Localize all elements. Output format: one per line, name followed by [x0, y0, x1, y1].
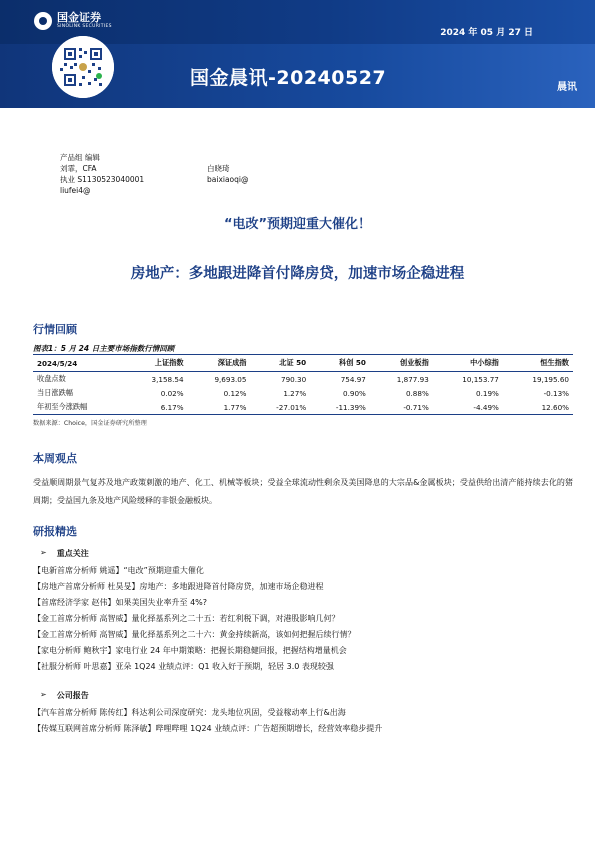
research-item-link[interactable]: 【房地产首席分析师 杜昊旻】房地产：多地跟进降首付降房贷，加速市场企稳进程: [33, 582, 324, 591]
column-header: 深证成指: [188, 355, 251, 372]
table-cell: 1,877.93: [396, 374, 429, 384]
table-row: [33, 386, 573, 400]
author2-email: baixiaoqi@: [207, 175, 249, 184]
research-item-link[interactable]: 【传媒互联网首席分析师 陈泽敏】哔哩哔哩 1Q24 业绩点评：广告超预期增长，经营效率稳步提升: [33, 724, 383, 733]
author2-name: 白晓琦: [207, 164, 230, 173]
table-cell: -4.49%: [433, 400, 503, 415]
column-header: 上证指数: [125, 355, 188, 372]
author-name: 刘霏，CFA: [60, 164, 97, 173]
group-title-focus: [40, 548, 89, 559]
table-header-row: [33, 355, 573, 372]
group-title-company: [40, 690, 89, 701]
table-cell: 10,153.77: [462, 374, 499, 384]
report-date: 2024 年 05 月 27 日: [440, 28, 533, 38]
column-header: 中小综指: [433, 355, 503, 372]
headline-secondary: 房地产：多地跟进降首付降房贷，加速市场企稳进程: [130, 266, 465, 282]
author2-block: [207, 163, 249, 185]
table-cell: 0.88%: [405, 388, 429, 398]
research-item-link[interactable]: 【金工首席分析师 高智威】量化择基系列之二十五：若红利税下调，对港股影响几何？: [33, 614, 340, 623]
logo-mark-icon: [34, 12, 52, 30]
report-type: 晨讯: [557, 82, 577, 93]
header-banner: [0, 0, 595, 108]
table-cell: 1.27%: [283, 388, 307, 398]
table-cell: 0.12%: [223, 388, 247, 398]
group-title-text: 公司报告: [56, 691, 89, 700]
research-item-link[interactable]: 【金工首席分析师 高智威】量化择基系列之二十六：黄金持续新高，该如何把握后续行情？: [33, 630, 356, 639]
group-title-text: 重点关注: [56, 549, 89, 558]
qr-code-icon: [52, 36, 114, 98]
logo-name-en: SINOLINK SECURITIES: [57, 24, 112, 29]
table-cell: -27.01%: [250, 400, 310, 415]
market-table-wrapper: [33, 354, 573, 415]
table-cell: 6.17%: [125, 400, 188, 415]
table-cell: 754.97: [340, 374, 366, 384]
table-cell: 3,158.54: [151, 374, 184, 384]
table-cell: 790.30: [281, 374, 307, 384]
market-index-table: [33, 354, 573, 415]
headline-primary: “电改”预期迎重大催化！: [223, 217, 372, 232]
column-header: 2024/5/24: [33, 355, 125, 372]
table-cell: 1.77%: [188, 400, 251, 415]
column-header: 北证 50: [250, 355, 310, 372]
table-cell: -0.71%: [370, 400, 433, 415]
table-row: [33, 372, 573, 387]
data-source-note: 数据来源：Choice，国金证券研究所整理: [33, 420, 147, 427]
row-label: 年初至今涨跌幅: [33, 400, 125, 415]
row-label: 收盘点数: [37, 374, 66, 383]
author-email: liufei4@: [60, 186, 91, 195]
table-cell: 0.02%: [160, 388, 184, 398]
table-cell: 12.60%: [503, 400, 573, 415]
research-item-link[interactable]: 【家电分析师 鲍秋宇】家电行业 24 年中期策略：把握长期稳健回报，把握结构增量机会: [33, 646, 347, 655]
section-title-views: 本周观点: [33, 452, 77, 465]
research-item-link[interactable]: 【社服分析师 叶思嘉】亚朵 1Q24 业绩点评：Q1 收入好于预期，轻居 3.0 表现较强: [33, 662, 334, 671]
row-label: 当日涨跌幅: [37, 388, 73, 397]
column-header: 创业板指: [370, 355, 433, 372]
table-cell: 9,693.05: [214, 374, 247, 384]
figure-caption: 图表1：5 月 24 日主要市场指数行情回顾: [33, 344, 175, 353]
author-license: 执业 S1130523040001: [60, 175, 145, 184]
section-title-market: 行情回顾: [33, 323, 77, 336]
table-cell: -11.39%: [310, 400, 370, 415]
table-row: [33, 400, 573, 415]
section-title-research: 研报精选: [33, 525, 77, 538]
author-block: [60, 152, 144, 196]
report-title: 国金晨讯-20240527: [190, 67, 387, 89]
views-paragraph: 受益顺周期景气复苏及地产政策刺激的地产、化工、机械等板块；受益全球流动性剩余及美国降息的大宗品&金属板块；受益供给出清产能持续去化的猪周期；受益国九条及地产风险缓释的非银金融板块。: [33, 478, 573, 505]
logo-name-cn: 国金证券: [57, 11, 101, 24]
company-logo: [34, 12, 112, 30]
table-cell: -0.13%: [543, 388, 569, 398]
research-item-link[interactable]: 【首席经济学家 赵伟】如果美国失业率升至 4%?: [33, 598, 208, 607]
column-header: 恒生指数: [503, 355, 573, 372]
arrow-right-icon: ➢: [40, 548, 47, 557]
arrow-right-icon: ➢: [40, 690, 47, 699]
column-header: 科创 50: [310, 355, 370, 372]
research-item-link[interactable]: 【电新首席分析师 姚遥】“电改”预期迎重大催化: [33, 566, 204, 575]
research-item-link[interactable]: 【汽车首席分析师 陈传红】科达利公司深度研究：龙头地位巩固，受益稼动率上行&出海: [33, 708, 346, 717]
table-cell: 19,195.60: [532, 374, 569, 384]
table-cell: 0.19%: [476, 388, 499, 398]
author-group: 产品组 编辑: [60, 153, 100, 162]
table-cell: 0.90%: [343, 388, 366, 398]
